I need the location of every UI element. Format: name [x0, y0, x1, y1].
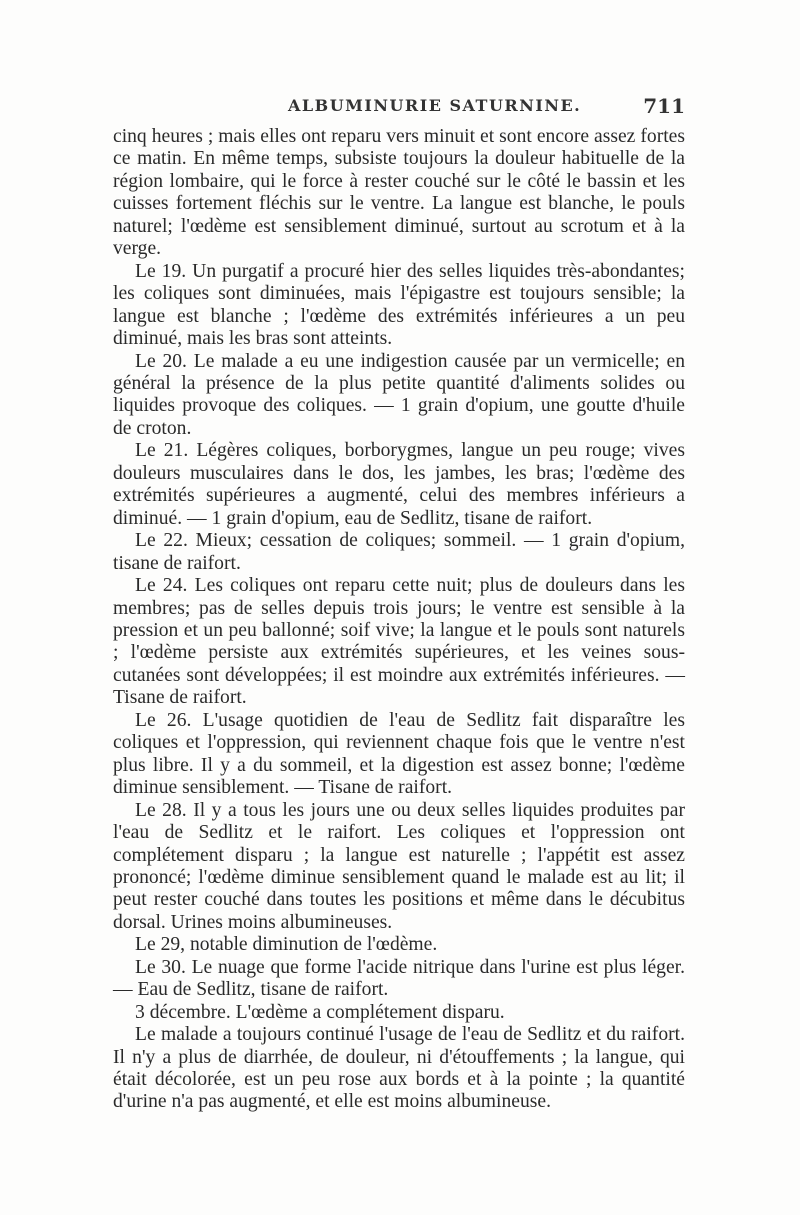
- paragraph-continuation: cinq heures ; mais elles ont reparu vers minuit et sont encore assez fortes ce matin. En même temps, subsiste toujours la douleur habituelle de la région lombaire, qui le force à rester couché sur le côté le bassin et les cuisses fortement fléchis sur le ventre. La langue est blanche, le pouls naturel; l'œdème est sensiblement diminué, surtout au scrotum et à la verge.: [113, 126, 685, 260]
- paragraph-le-29: Le 29, notable diminution de l'œdème.: [135, 934, 438, 956]
- paragraph-le-19: Le 19. Un purgatif a procuré hier des selles liquides très-abondantes; les coliques sont diminuées, mais l'épigastre est toujours sensible; la langue est blanche ; l'œdème des extrémités inférieures a un peu diminué, mais les bras sont atteints.: [113, 260, 685, 350]
- paragraph-le-30: Le 30. Le nuage que forme l'acide nitrique dans l'urine est plus léger. — Eau de Sedlitz, tisane de raifort.: [113, 956, 685, 1001]
- body-text: [113, 126, 685, 1114]
- paragraph-le-28: Le 28. Il y a tous les jours une ou deux selles liquides produites par l'eau de Sedlitz et le raifort. Les coliques et l'oppression ont complétement disparu ; la langue est naturelle ; l'appétit est assez prononcé; l'œdème diminue sensiblement quand le malade est au lit; il peut rester couché dans toutes les positions et même dans le décubitus dorsal. Urines moins albumineuses.: [113, 799, 685, 933]
- paragraph-3-decembre: 3 décembre. L'œdème a complétement disparu.: [135, 1001, 505, 1023]
- page-number: 711: [643, 94, 685, 118]
- paragraph-le-26: Le 26. L'usage quotidien de l'eau de Sedlitz fait disparaître les coliques et l'oppression, qui reviennent chaque fois que le ventre n'est plus libre. Il y a du sommeil, et la digestion est assez bonne; l'œdème diminue sensiblement. — Tisane de raifort.: [113, 709, 685, 799]
- running-title: ALBUMINURIE SATURNINE.: [288, 96, 582, 115]
- paragraph-le-24: Le 24. Les coliques ont reparu cette nuit; plus de douleurs dans les membres; pas de selles depuis trois jours; le ventre est sensible à la pression et un peu ballonné; soif vive; la langue et le pouls sont naturels ; l'œdème persiste aux extrémités supérieures, et les veines sous-cutanées sont développées; il est moindre aux extrémités inférieures. — Tisane de raifort.: [113, 575, 685, 709]
- paragraph-le-20: Le 20. Le malade a eu une indigestion causée par un vermicelle; en général la présence de la plus petite quantité d'aliments solides ou liquides provoque des coliques. — 1 grain d'opium, une goutte d'huile de croton.: [113, 350, 685, 439]
- paragraph-final: Le malade a toujours continué l'usage de l'eau de Sedlitz et du raifort. Il n'y a plus de diarrhée, de douleur, ni d'étouffements ; la langue, qui était décolorée, est un peu rose aux bords et à la pointe ; la quantité d'urine n'a pas augmenté, et elle est moins albumineuse.: [113, 1024, 685, 1113]
- paragraph-le-21: Le 21. Légères coliques, borborygmes, langue un peu rouge; vives douleurs musculaires dans le dos, les jambes, les bras; l'œdème des extrémités supérieures a augmenté, celui des membres inférieurs a diminué. — 1 grain d'opium, eau de Sedlitz, tisane de raifort.: [113, 440, 685, 529]
- running-head: [110, 96, 685, 126]
- paragraph-le-22: Le 22. Mieux; cessation de coliques; sommeil. — 1 grain d'opium, tisane de raifort.: [113, 530, 685, 574]
